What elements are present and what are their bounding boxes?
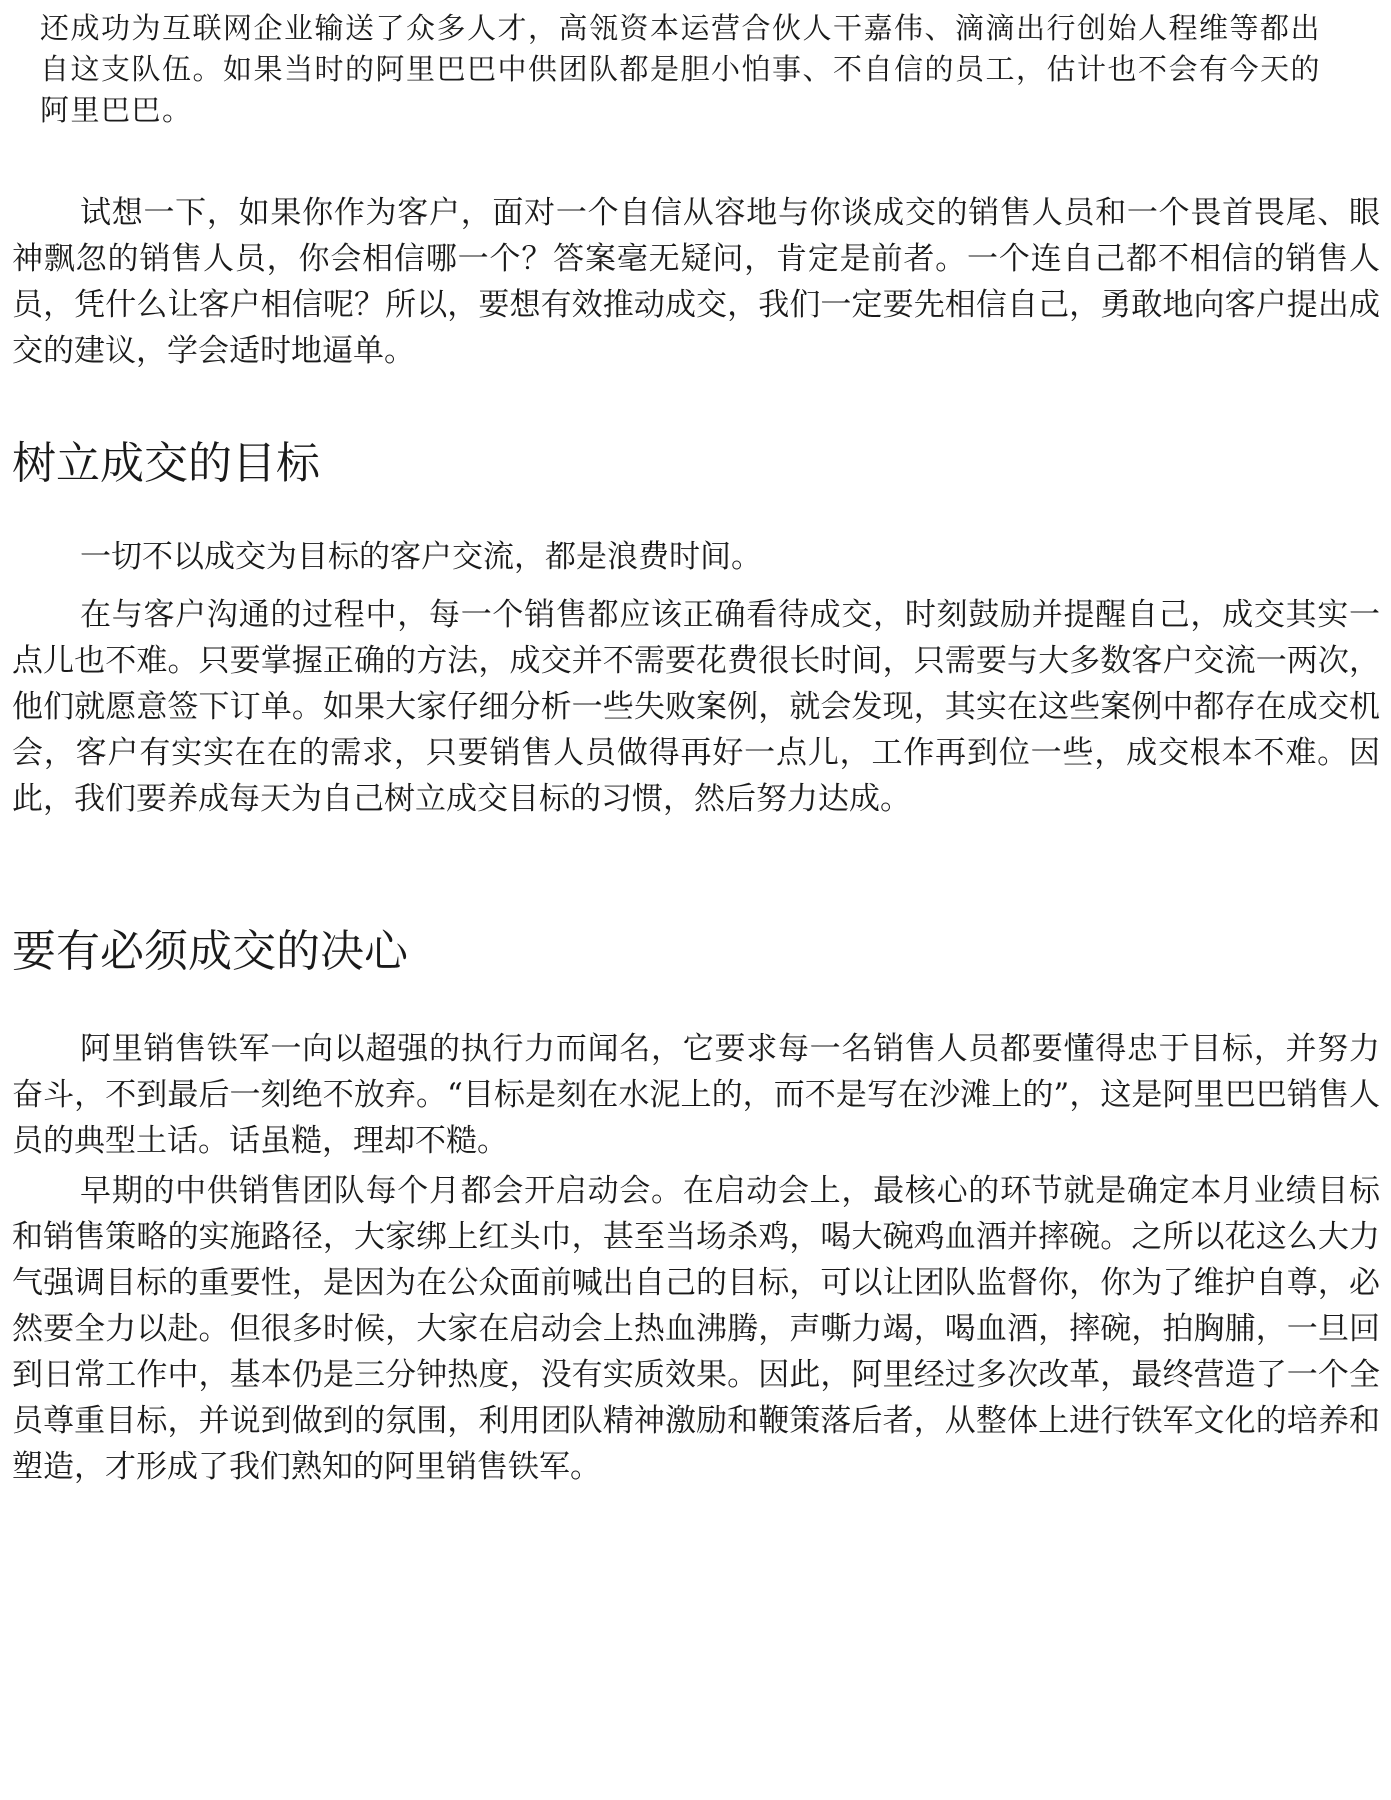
body-paragraph: 一切不以成交为目标的客户交流，都是浪费时间。 <box>80 539 762 575</box>
body-paragraph: 早期的中供销售团队每个月都会开启动会。在启动会上，最核心的环节就是确定本月业绩目标和销售策略的实施路径，大家绑上红头巾，甚至当场杀鸡，喝大碗鸡血酒并摔碗。之所以花这么大力气强调目标的重要性，是因为在公众面前喊出自己的目标，可以让团队监督你，你为了维护自尊，必然要全力以赴。但很多时候，大家在启动会上热血沸腾，声嘶力竭，喝血酒，摔碗，拍胸脯，一旦回到日常工作中，基本仍是三分钟热度，没有实质效果。因此，阿里经过多次改革，最终营造了一个全员尊重目标，并说到做到的氛围，利用团队精神激励和鞭策落后者，从整体上进行铁军文化的培养和塑造，才形成了我们熟知的阿里销售铁军。 <box>12 1173 1380 1485</box>
intro-paragraph: 还成功为互联网企业输送了众多人才，高瓴资本运营合伙人干嘉伟、滴滴出行创始人程维等都出自这支队伍。如果当时的阿里巴巴中供团队都是胆小怕事、不自信的员工，估计也不会有今天的阿里巴巴。 <box>40 11 1322 127</box>
section-heading: 树立成交的目标 <box>12 438 320 489</box>
body-paragraph: 阿里销售铁军一向以超强的执行力而闻名，它要求每一名销售人员都要懂得忠于目标，并努力奋斗，不到最后一刻绝不放弃。“目标是刻在水泥上的，而不是写在沙滩上的”，这是阿里巴巴销售人员的典型土话。话虽糙，理却不糙。 <box>12 1031 1380 1159</box>
section-heading: 要有必须成交的决心 <box>12 926 408 977</box>
body-paragraph: 试想一下，如果你作为客户，面对一个自信从容地与你谈成交的销售人员和一个畏首畏尾、眼神飘忽的销售人员，你会相信哪一个？答案毫无疑问，肯定是前者。一个连自己都不相信的销售人员，凭什么让客户相信呢？所以，要想有效推动成交，我们一定要先相信自己，勇敢地向客户提出成交的建议，学会适时地逼单。 <box>12 195 1380 369</box>
body-paragraph: 在与客户沟通的过程中，每一个销售都应该正确看待成交，时刻鼓励并提醒自己，成交其实一点儿也不难。只要掌握正确的方法，成交并不需要花费很长时间，只需要与大多数客户交流一两次，他们就愿意签下订单。如果大家仔细分析一些失败案例，就会发现，其实在这些案例中都存在成交机会，客户有实实在在的需求，只要销售人员做得再好一点儿，工作再到位一些，成交根本不难。因此，我们要养成每天为自己树立成交目标的习惯，然后努力达成。 <box>12 597 1380 817</box>
